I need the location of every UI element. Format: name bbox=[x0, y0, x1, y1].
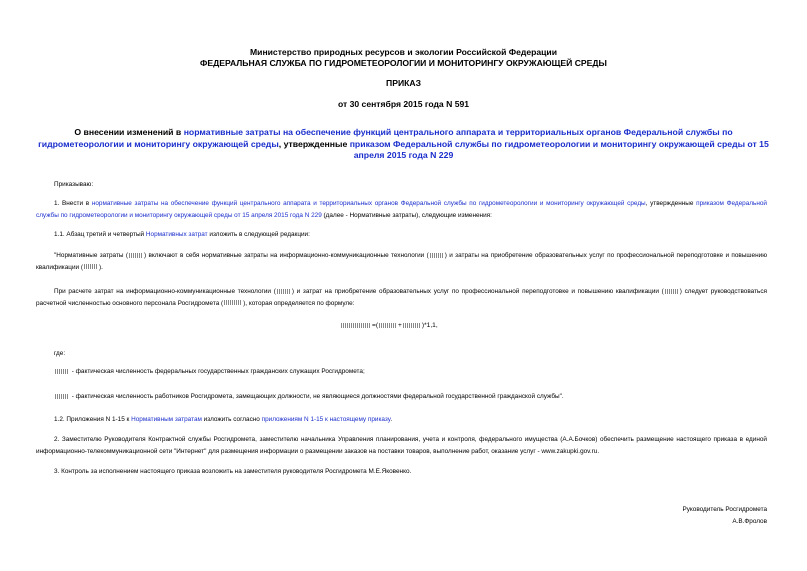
def2-text: - фактическая численность работников Росгидромета, замещающих должности, не являющиеся должностями федеральной государственной гражданской службы". bbox=[70, 393, 564, 400]
p1-num: 1. Внести в bbox=[54, 200, 92, 207]
formula-symbol bbox=[430, 253, 444, 258]
formula-symbol bbox=[665, 289, 679, 294]
p12-b: изложить согласно bbox=[201, 416, 262, 423]
date-number: от 30 сентября 2015 года N 591 bbox=[337, 99, 470, 109]
formula-symbol bbox=[84, 264, 98, 269]
service-name: ФЕДЕРАЛЬНАЯ СЛУЖБА ПО ГИДРОМЕТЕОРОЛОГИИ И МОНИТОРИНГУ ОКРУЖАЮЩЕЙ СРЕДЫ bbox=[200, 58, 607, 68]
prikazyvayu: Приказываю: bbox=[54, 181, 94, 188]
title-prefix: О внесении изменений в bbox=[74, 127, 184, 137]
paragraph-1-2 bbox=[36, 414, 767, 426]
p12-c: . bbox=[390, 416, 393, 423]
formula-image bbox=[379, 323, 397, 328]
title-middle: , утвержденные bbox=[278, 138, 350, 149]
q2-b: ) и затрат на приобретение образовательных услуг по профессиональной переподготовке и повышению квалификации ( bbox=[291, 288, 664, 295]
q1-d: ). bbox=[99, 263, 103, 271]
signature-name: А.В.Фролов bbox=[732, 518, 767, 525]
paragraph-3: 3. Контроль за исполнением настоящего приказа возложить на заместителя руководителя Росгидромета М.Е.Яковенко. bbox=[54, 468, 412, 475]
formula-image bbox=[341, 323, 371, 328]
formula: =( + )*1,1, bbox=[340, 322, 438, 329]
formula-symbol bbox=[277, 289, 291, 294]
p1-link-norms[interactable]: нормативные затраты на обеспечение функций центрального аппарата и территориальных органов Федеральной службы по гидрометеорологии и мониторингу окружающей среды bbox=[91, 200, 646, 207]
paragraph-2: 2. Заместителю Руководителя Контрактной службы Росгидромета, заместителю начальника Управления планирования, учета и контроля, федерального имущества (А.А.Бочков) обеспечить размещение настоящего приказа в единой информационно-телекоммуникационной сети "Интернет" для размещения информации о размещении заказов на поставки товаров, выполнение работ, оказание услуг - www.zakupki.gov.ru. bbox=[36, 436, 767, 455]
doc-type: ПРИКАЗ bbox=[386, 78, 421, 88]
document-title bbox=[36, 127, 771, 162]
signature-position: Руководитель Росгидромета bbox=[682, 506, 767, 513]
p11-link[interactable]: Нормативных затрат bbox=[145, 231, 208, 238]
p1-mid: , утвержденные bbox=[645, 200, 697, 207]
title-link-order[interactable]: приказом Федеральной службы по гидрометеорологии и мониторингу окружающей среды от 15 апреля 2015 года N 229 bbox=[349, 138, 769, 160]
definition-2 bbox=[36, 391, 767, 403]
p12-link-appendices[interactable]: приложениям N 1-15 к настоящему приказу bbox=[261, 416, 391, 423]
quote-2 bbox=[36, 286, 767, 309]
formula-image bbox=[403, 323, 421, 328]
q1-a: "Нормативные затраты ( bbox=[54, 252, 128, 259]
p1-end: (далее - Нормативные затраты), следующие изменения: bbox=[321, 211, 492, 219]
paragraph-1-1 bbox=[36, 229, 767, 241]
p11-a: 1.1. Абзац третий и четвертый bbox=[54, 231, 146, 238]
formula-symbol bbox=[224, 300, 242, 305]
q1-b: ) включают в себя нормативные затраты на информационно-коммуникационные технологии ( bbox=[143, 252, 429, 259]
p12-link-norms[interactable]: Нормативным затратам bbox=[131, 416, 202, 423]
paragraph-1 bbox=[36, 198, 767, 221]
quote-1 bbox=[36, 250, 767, 273]
formula-symbol bbox=[55, 394, 69, 399]
p1-link-order[interactable]: приказом Федеральной службы по гидрометеорологии и мониторингу окружающей среды от 15 апреля 2015 года N 229 bbox=[36, 200, 767, 219]
formula-tail: )*1,1, bbox=[421, 322, 438, 329]
q2-a: При расчете затрат на информационно-коммуникационные технологии ( bbox=[54, 288, 276, 295]
p12-a: 1.2. Приложения N 1-15 к bbox=[54, 416, 132, 423]
ministry-name: Министерство природных ресурсов и экологии Российской Федерации bbox=[250, 47, 557, 57]
q1-c: ) и затраты на приобретение образовательных услуг по профессиональной переподготовке и повышению квалификации ( bbox=[36, 252, 767, 271]
where-label: где: bbox=[54, 350, 66, 357]
def1-text: - фактическая численность федеральных государственных гражданских служащих Росгидромета; bbox=[70, 368, 365, 375]
formula-symbol bbox=[55, 369, 69, 374]
p11-b: изложить в следующей редакции: bbox=[207, 231, 310, 238]
definition-1 bbox=[36, 366, 767, 378]
q2-d: ), которая определяется по формуле: bbox=[243, 299, 355, 307]
title-link-norms[interactable]: нормативные затраты на обеспечение функций центрального аппарата и территориальных органов Федеральной службы по гидрометеорологии и мониторингу окружающей среды bbox=[38, 127, 733, 149]
formula-symbol bbox=[129, 253, 143, 258]
q2-c: ) следует руководствоваться расчетной численностью основного персонала Росгидромета ( bbox=[36, 288, 767, 307]
